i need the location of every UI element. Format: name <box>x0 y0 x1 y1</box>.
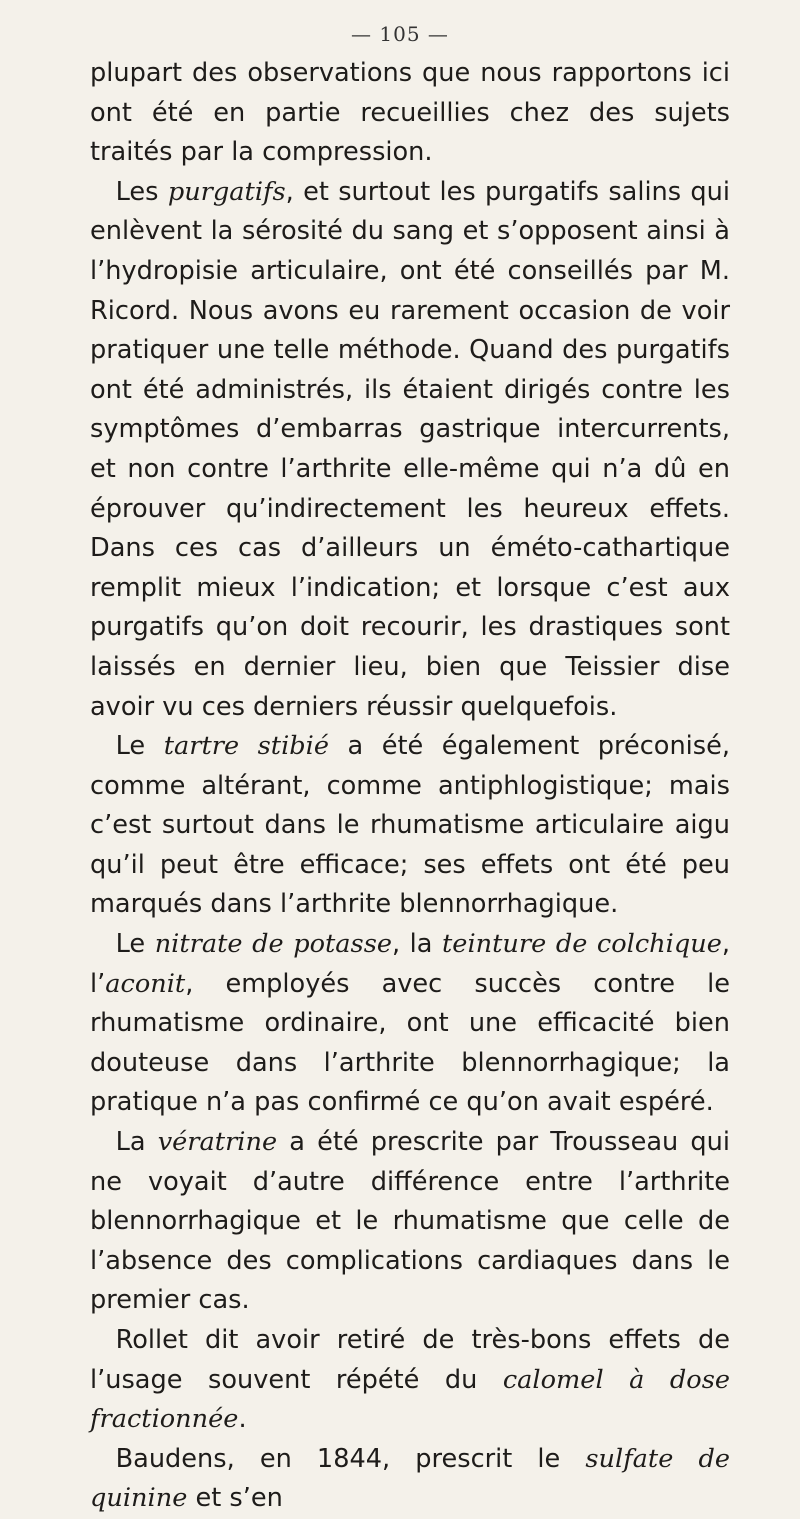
body-text <box>90 54 730 1519</box>
page-number: — 105 — <box>351 22 449 46</box>
italic-term: tartre stibié <box>163 731 329 762</box>
text-run: , la <box>391 929 443 960</box>
text-run: et s’en <box>187 1483 283 1514</box>
text-run: Le <box>115 929 155 960</box>
text-run: La <box>115 1127 158 1158</box>
paragraph <box>90 727 730 925</box>
text-run: a été prescrite par Trousseau qui ne voyait d’autre différence entre l’arthrite blennorrhagique et le rhumatisme que celle de l’absence des complications cardiaques dans le premier cas. <box>90 1127 730 1316</box>
text-run: Le <box>115 731 164 762</box>
italic-term: nitrate de potasse <box>154 929 392 960</box>
italic-term: purgatifs <box>167 176 286 207</box>
text-run: . <box>238 1404 247 1435</box>
paragraph <box>90 54 730 173</box>
italic-term: sulfate de quinine <box>90 1443 730 1514</box>
text-run: Rollet dit avoir retiré de très-bons effets de l’usage souvent répété du <box>90 1325 730 1395</box>
text-run: Baudens, en 1844, prescrit le <box>115 1443 586 1474</box>
paragraph <box>90 925 730 1123</box>
italic-term: calomel à dose fractionnée <box>90 1364 730 1435</box>
italic-term: teinture de colchique <box>442 929 722 960</box>
text-run: , employés avec succès contre le rhumatisme ordinaire, ont une efficacité bien douteuse dans l’arthrite blennorrhagique; la pratique n’a pas confirmé ce qu’on avait espéré. <box>90 968 730 1118</box>
text-run: , et surtout les purgatifs salins qui enlèvent la sérosité du sang et s’opposent ainsi à l’hydropisie articulaire, ont été conseillés par M. Ricord. Nous avons eu rarement occasion de voir pratiquer une telle méthode. Quand des purgatifs ont été administrés, ils étaient dirigés contre les symptômes d’embarras gastrique intercurrents, et non contre l’arthrite elle-même qui n’a dû en éprouver qu’indirectement les heureux effets. Dans ces cas d’ailleurs un éméto-cathartique remplit mieux l’indication; et lorsque c’est aux purgatifs qu’on doit recourir, les drastiques sont laissés en dernier lieu, bien que Teissier dise avoir vu ces derniers réussir quelquefois. <box>90 176 731 722</box>
paragraph <box>90 173 730 727</box>
paragraph <box>90 1123 730 1321</box>
paragraph <box>90 1440 730 1519</box>
paragraph <box>90 1321 730 1440</box>
italic-term: vératrine <box>157 1127 278 1158</box>
text-run: plupart des observations que nous rapportons ici ont été en partie recueillies chez des sujets traités par la compression. <box>90 58 730 168</box>
text-run: , l’ <box>90 929 730 999</box>
text-run: Les <box>115 176 168 207</box>
italic-term: aconit <box>105 968 186 999</box>
text-run: a été également préconisé, comme altérant, comme antiphlogistique; mais c’est surtout dans le rhumatisme articulaire aigu qu’il peut être efficace; ses effets ont été peu marqués dans l’arthrite blennorrhagique. <box>90 731 730 920</box>
